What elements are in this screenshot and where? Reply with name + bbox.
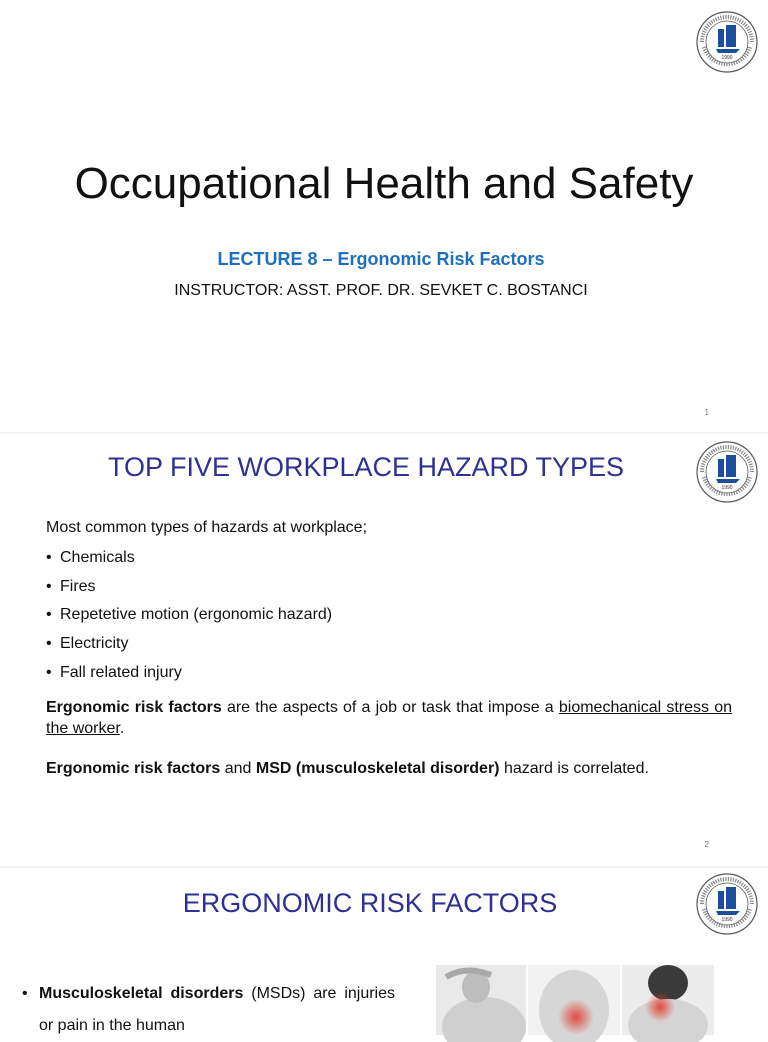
bullet-text: (MSDs) are injuries or pain in the human bbox=[39, 985, 396, 1034]
university-logo bbox=[696, 11, 758, 73]
list-item: • Chemicals bbox=[46, 547, 332, 576]
list-item: • Electricity bbox=[46, 633, 332, 662]
page-number: 2 bbox=[704, 840, 709, 849]
msd-bullet bbox=[22, 978, 395, 1042]
lecture-subtitle: LECTURE 8 – Ergonomic Risk Factors bbox=[217, 249, 545, 269]
bold-term: Ergonomic risk factors bbox=[46, 699, 222, 716]
hazard-list bbox=[46, 547, 332, 690]
bold-term: Musculoskeletal disorders bbox=[39, 985, 244, 1002]
paragraph-text: and bbox=[220, 760, 256, 777]
body-pain-image bbox=[436, 965, 714, 1035]
paragraph-text: are the aspects of a job or task that impose a bbox=[221, 699, 559, 716]
svg-text:1990: 1990 bbox=[721, 917, 733, 923]
slide-title: TOP FIVE WORKPLACE HAZARD TYPES bbox=[107, 452, 625, 482]
svg-text:1990: 1990 bbox=[721, 55, 733, 61]
underlined-phrase: biomechanical stress on the worker bbox=[46, 699, 733, 737]
list-item: • Repetetive motion (ergonomic hazard) bbox=[46, 604, 332, 633]
paragraph-end: hazard is correlated. bbox=[499, 760, 649, 777]
list-item: • Fall related injury bbox=[46, 662, 332, 691]
presentation-title: Occupational Health and Safety bbox=[74, 159, 694, 208]
university-seal-icon bbox=[696, 11, 758, 73]
page-number: 1 bbox=[704, 408, 709, 417]
bold-term: Ergonomic risk factors bbox=[46, 760, 221, 777]
paragraph-end: . bbox=[119, 720, 125, 737]
slide-3 bbox=[0, 868, 768, 1034]
slide-title: ERGONOMIC RISK FACTORS bbox=[182, 888, 558, 918]
instructor-name: INSTRUCTOR: ASST. PROF. DR. SEVKET C. BOSTANCI bbox=[174, 282, 588, 299]
slide-1 bbox=[0, 0, 768, 432]
definition-paragraph bbox=[46, 697, 732, 739]
list-item: • Fires bbox=[46, 576, 332, 605]
svg-text:1990: 1990 bbox=[721, 485, 733, 491]
bold-term: MSD (musculoskeletal disorder) bbox=[255, 760, 500, 777]
slide-2 bbox=[0, 434, 768, 866]
pain-photo-collage bbox=[436, 965, 714, 1035]
intro-text: Most common types of hazards at workplace; bbox=[46, 519, 368, 536]
correlation-paragraph bbox=[46, 758, 732, 779]
